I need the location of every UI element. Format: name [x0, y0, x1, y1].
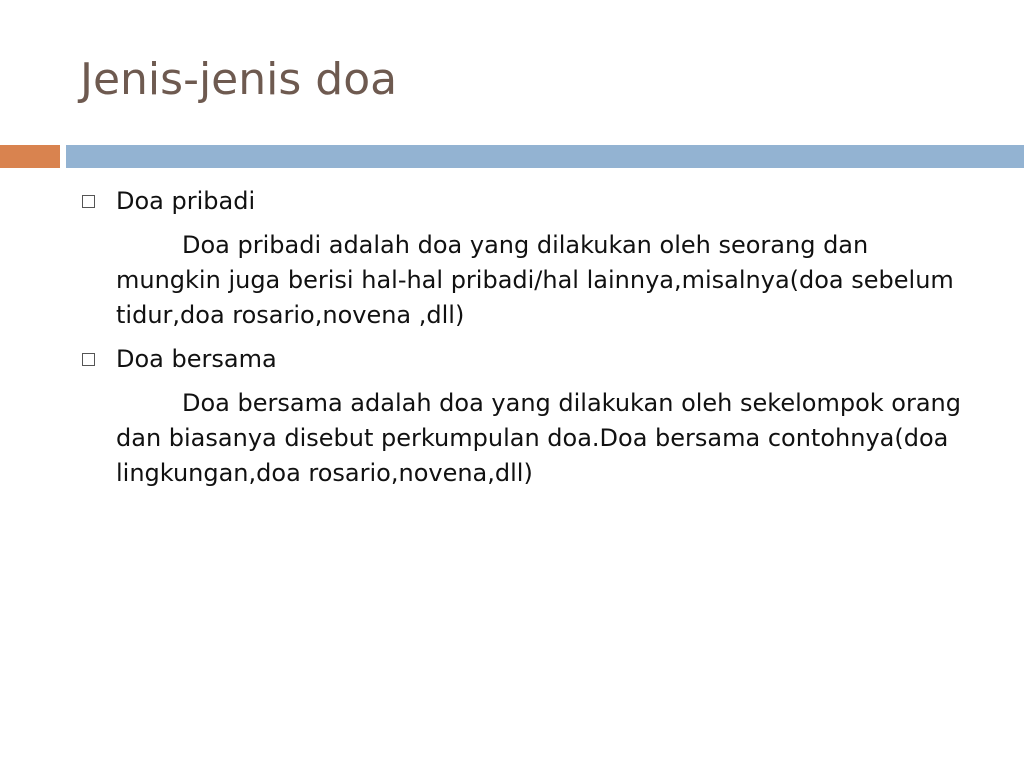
- bullet-label: Doa pribadi: [116, 187, 256, 215]
- accent-bar: [0, 145, 60, 168]
- hollow-square-bullet-icon: [82, 195, 95, 208]
- bullet-description: Doa pribadi adalah doa yang dilakukan oleh seorang dan mungkin juga berisi hal-hal pribadi/hal lainnya,misalnya(doa sebelum tidur,doa rosario,novena ,dll): [116, 231, 954, 329]
- list-item-head: [82, 341, 962, 378]
- slide-title: Jenis-jenis doa: [80, 54, 398, 105]
- list-item-doa-bersama: [82, 341, 962, 491]
- hollow-square-bullet-icon: [82, 353, 95, 366]
- bullet-list: [82, 183, 962, 499]
- list-item-doa-pribadi: [82, 183, 962, 333]
- list-item-head: [82, 183, 962, 220]
- bullet-label: Doa bersama: [116, 345, 277, 373]
- bullet-description: Doa bersama adalah doa yang dilakukan oleh sekelompok orang dan biasanya disebut perkumpulan doa.Doa bersama contohnya(doa lingkungan,doa rosario,novena,dll): [116, 389, 961, 487]
- title-underline-bar: [66, 145, 1024, 168]
